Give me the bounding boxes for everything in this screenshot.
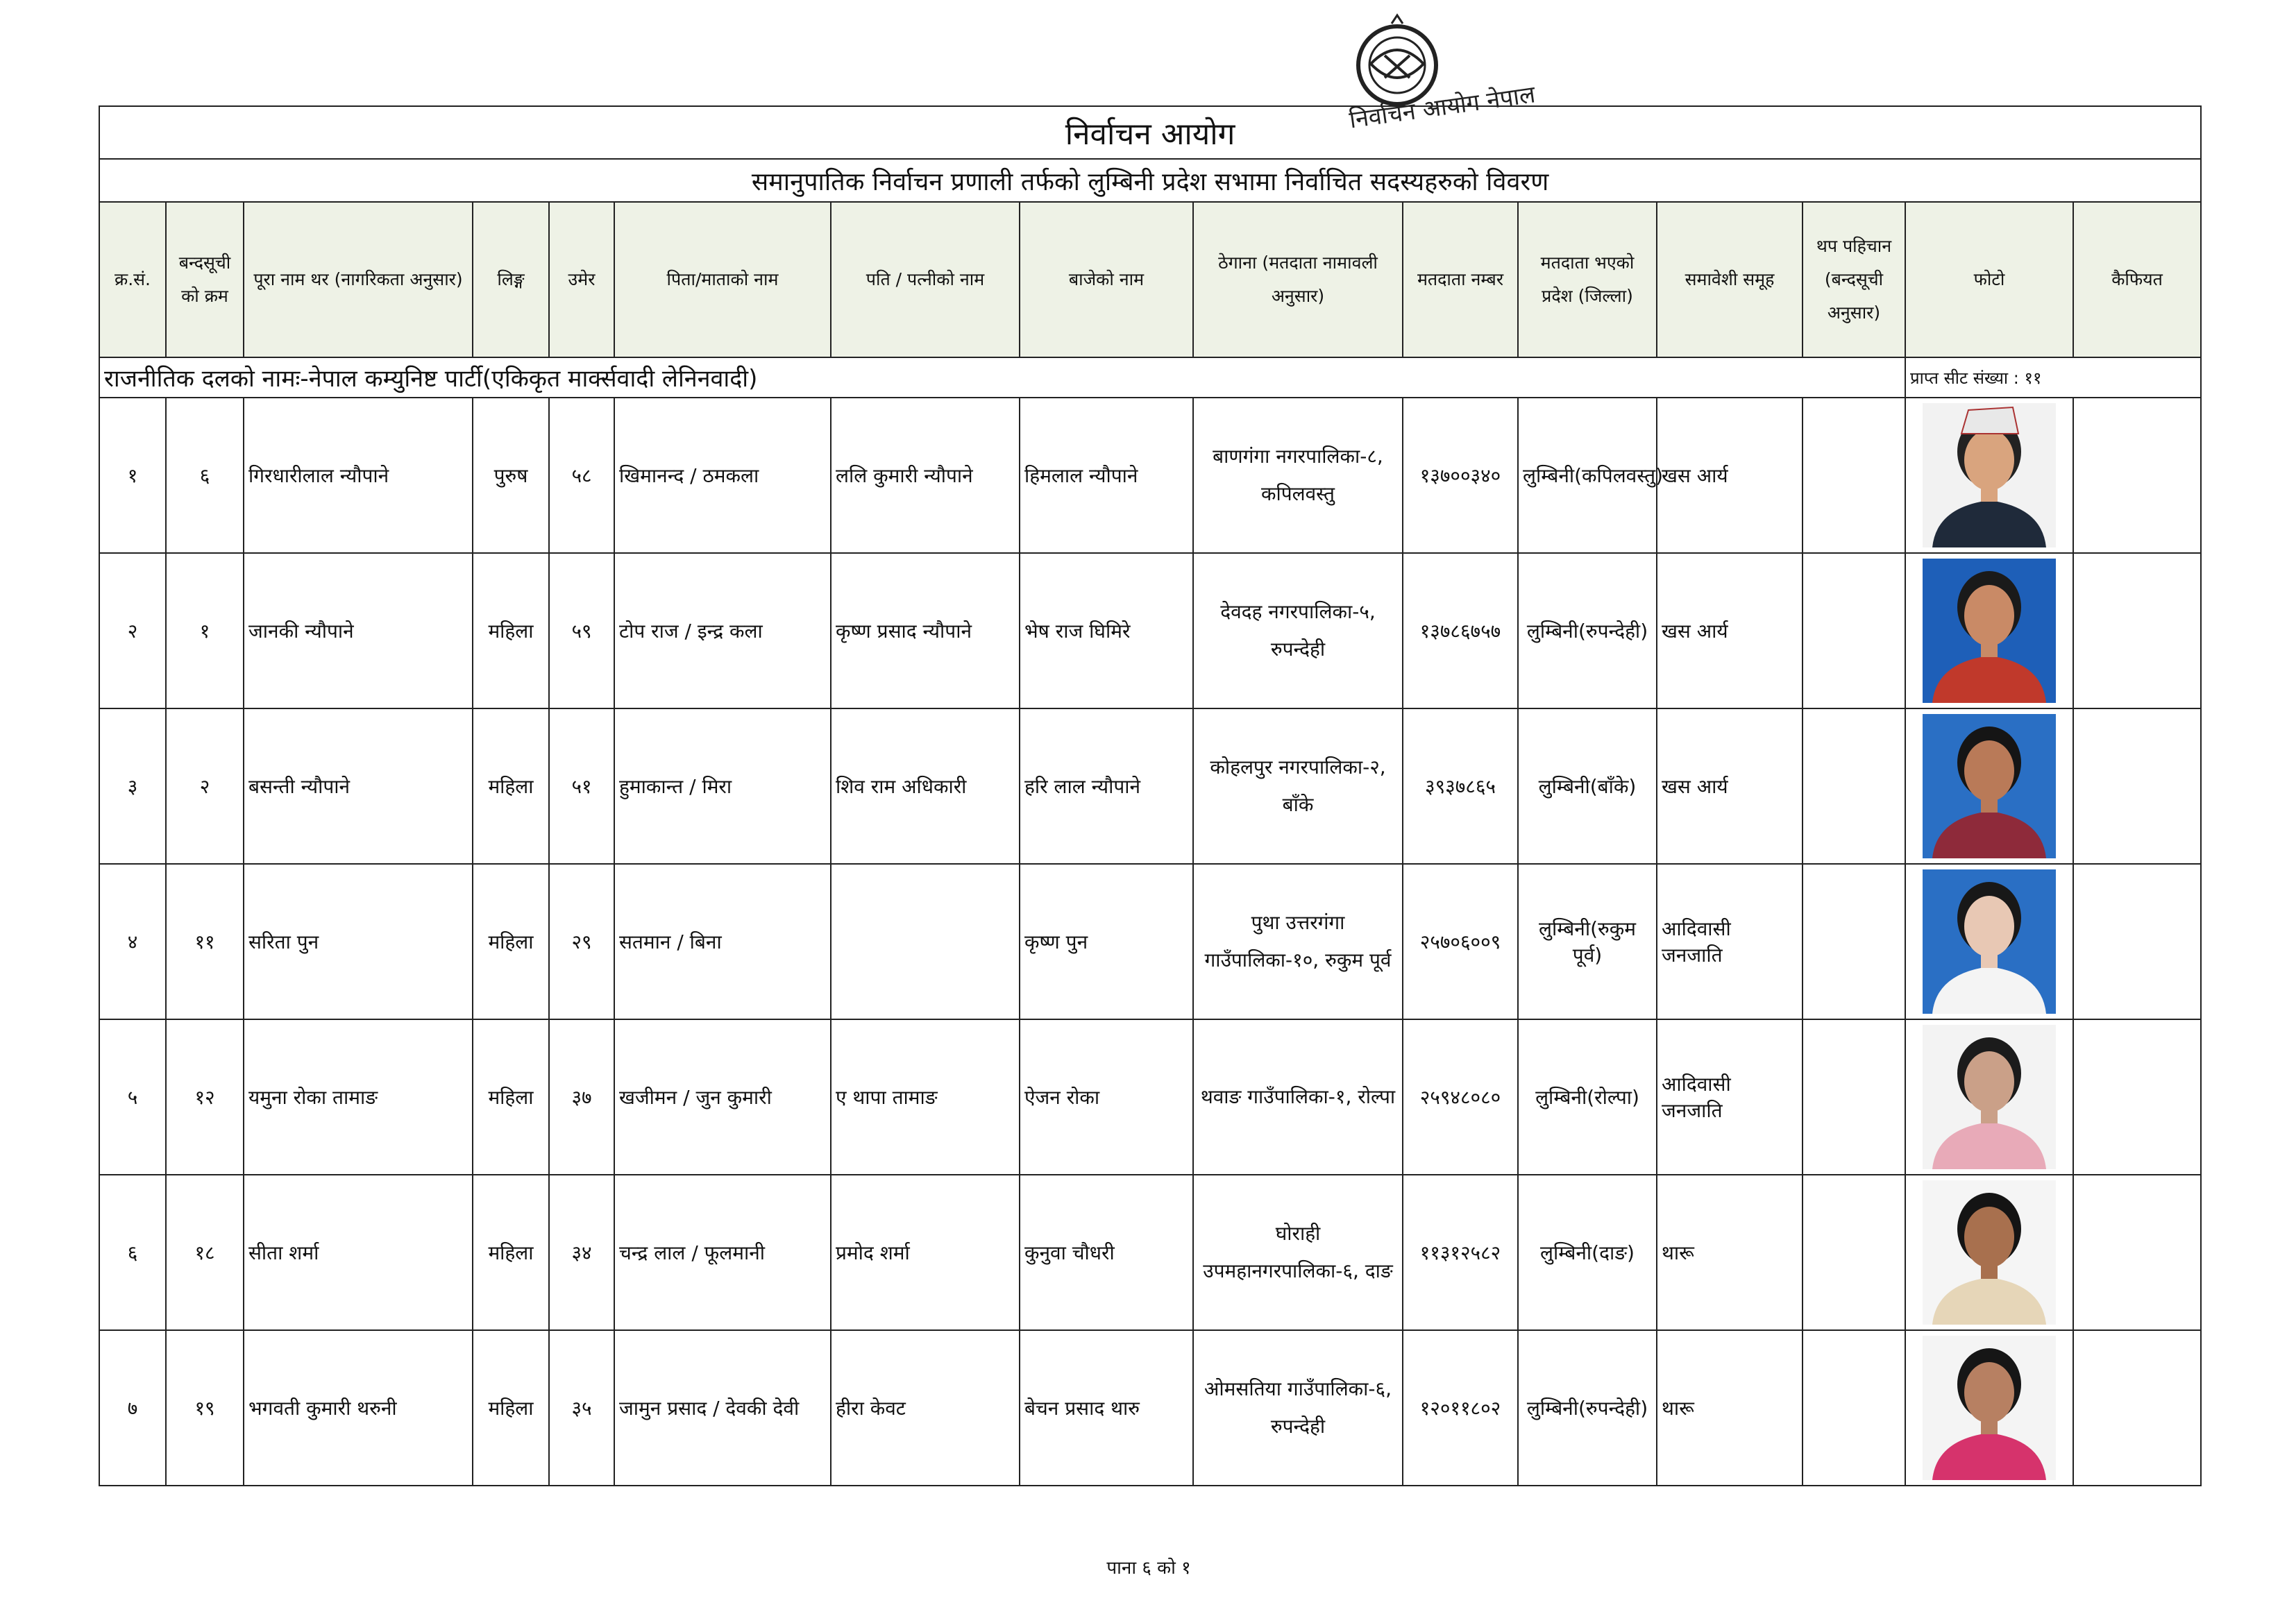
cell-spouse xyxy=(831,864,1020,1019)
photo-face xyxy=(1964,896,2014,957)
cell-age: ५१ xyxy=(549,708,614,864)
col-header-voter-no: मतदाता नम्बर xyxy=(1403,202,1518,357)
cell-spouse: शिव राम अधिकारी xyxy=(831,708,1020,864)
cell-extra xyxy=(1803,553,1905,708)
seats-won: प्राप्त सीट संख्या : ११ xyxy=(1905,357,2201,398)
cell-remarks xyxy=(2073,864,2201,1019)
cell-grandfather: कृष्ण पुन xyxy=(1020,864,1193,1019)
col-header-remarks: कैफियत xyxy=(2073,202,2201,357)
cell-gender: महिला xyxy=(473,708,549,864)
col-header-photo: फोटो xyxy=(1905,202,2073,357)
cell-age: ३७ xyxy=(549,1019,614,1175)
photo-hat xyxy=(1961,407,2018,434)
col-header-age: उमेर xyxy=(549,202,614,357)
cell-remarks xyxy=(2073,398,2201,553)
cell-list-no: ६ xyxy=(166,398,244,553)
cell-photo xyxy=(1905,1175,2073,1330)
col-header-full-name: पूरा नाम थर (नागरिकता अनुसार) xyxy=(244,202,473,357)
cell-group: थारू xyxy=(1657,1175,1803,1330)
col-header-list-no: बन्दसूची को क्रम xyxy=(166,202,244,357)
cell-sn: ४ xyxy=(99,864,166,1019)
cell-parents: चन्द्र लाल / फूलमानी xyxy=(614,1175,831,1330)
cell-extra xyxy=(1803,1175,1905,1330)
cell-gender: महिला xyxy=(473,1019,549,1175)
member-rows xyxy=(99,398,2201,1486)
cell-extra xyxy=(1803,864,1905,1019)
cell-spouse: प्रमोद शर्मा xyxy=(831,1175,1020,1330)
cell-photo xyxy=(1905,553,2073,708)
cell-voter-no: ३९३७८६५ xyxy=(1403,708,1518,864)
table-row xyxy=(99,1330,2201,1486)
table-row xyxy=(99,1175,2201,1330)
cell-gender: महिला xyxy=(473,553,549,708)
cell-grandfather: ऐजन रोका xyxy=(1020,1019,1193,1175)
page-subtitle: समानुपातिक निर्वाचन प्रणाली तर्फको लुम्बिनी प्रदेश सभामा निर्वाचित सदस्यहरुको विवरण xyxy=(99,159,2201,202)
cell-extra xyxy=(1803,1330,1905,1486)
cell-photo xyxy=(1905,1330,2073,1486)
cell-gender: महिला xyxy=(473,1175,549,1330)
col-header-parents: पिता/माताको नाम xyxy=(614,202,831,357)
cell-photo xyxy=(1905,1019,2073,1175)
cell-sn: ७ xyxy=(99,1330,166,1486)
cell-sn: ६ xyxy=(99,1175,166,1330)
page-number: पाना ६ को १ xyxy=(1106,1558,1191,1579)
cell-list-no: १८ xyxy=(166,1175,244,1330)
cell-address: देवदह नगरपालिका-५, रुपन्देही xyxy=(1193,553,1403,708)
cell-grandfather: कुनुवा चौधरी xyxy=(1020,1175,1193,1330)
cell-sn: १ xyxy=(99,398,166,553)
cell-address: कोहलपुर नगरपालिका-२, बाँके xyxy=(1193,708,1403,864)
cell-full-name: यमुना रोका तामाङ xyxy=(244,1019,473,1175)
cell-gender: महिला xyxy=(473,864,549,1019)
cell-parents: हुमाकान्त / मिरा xyxy=(614,708,831,864)
cell-age: २९ xyxy=(549,864,614,1019)
cell-province: लुम्बिनी(कपिलवस्तु) xyxy=(1518,398,1657,553)
cell-group: खस आर्य xyxy=(1657,553,1803,708)
photo-neck xyxy=(1981,1262,1998,1279)
photo-neck xyxy=(1981,640,1998,657)
cell-list-no: १९ xyxy=(166,1330,244,1486)
cell-address: बाणगंगा नगरपालिका-८, कपिलवस्तु xyxy=(1193,398,1403,553)
cell-province: लुम्बिनी(रुकुम पूर्व) xyxy=(1518,864,1657,1019)
cell-photo xyxy=(1905,708,2073,864)
table-row xyxy=(99,1019,2201,1175)
page-title: निर्वाचन आयोग xyxy=(99,106,2201,159)
cell-voter-no: ११३१२५८२ xyxy=(1403,1175,1518,1330)
elected-members-table xyxy=(99,105,2202,1486)
cell-spouse: हीरा केवट xyxy=(831,1330,1020,1486)
cell-group: आदिवासी जनजाति xyxy=(1657,864,1803,1019)
table-row xyxy=(99,708,2201,864)
cell-age: ५९ xyxy=(549,553,614,708)
cell-group: खस आर्य xyxy=(1657,708,1803,864)
photo-neck xyxy=(1981,796,1998,813)
cell-address: थवाङ गाउँपालिका-१, रोल्पा xyxy=(1193,1019,1403,1175)
cell-age: ३४ xyxy=(549,1175,614,1330)
member-photo xyxy=(1923,1180,2056,1325)
cell-parents: खिमानन्द / ठमकला xyxy=(614,398,831,553)
member-photo xyxy=(1923,1336,2056,1480)
cell-province: लुम्बिनी(दाङ) xyxy=(1518,1175,1657,1330)
col-header-address: ठेगाना (मतदाता नामावली अनुसार) xyxy=(1193,202,1403,357)
cell-parents: सतमान / बिना xyxy=(614,864,831,1019)
cell-voter-no: १३७००३४० xyxy=(1403,398,1518,553)
cell-province: लुम्बिनी(रोल्पा) xyxy=(1518,1019,1657,1175)
cell-list-no: ११ xyxy=(166,864,244,1019)
cell-remarks xyxy=(2073,553,2201,708)
cell-sn: २ xyxy=(99,553,166,708)
cell-age: ५८ xyxy=(549,398,614,553)
cell-gender: महिला xyxy=(473,1330,549,1486)
cell-photo xyxy=(1905,398,2073,553)
party-name: राजनीतिक दलको नामः-नेपाल कम्युनिष्ट पार्टी(एकिकृत मार्क्सवादी लेनिनवादी) xyxy=(99,357,1905,398)
cell-full-name: सीता शर्मा xyxy=(244,1175,473,1330)
cell-grandfather: हरि लाल न्यौपाने xyxy=(1020,708,1193,864)
member-photo xyxy=(1923,714,2056,858)
col-header-province: मतदाता भएको प्रदेश (जिल्ला) xyxy=(1518,202,1657,357)
cell-full-name: जानकी न्यौपाने xyxy=(244,553,473,708)
cell-voter-no: १३७८६७५७ xyxy=(1403,553,1518,708)
photo-neck xyxy=(1981,1107,1998,1123)
col-header-extra: थप पहिचान (बन्दसूची अनुसार) xyxy=(1803,202,1905,357)
cell-group: थारू xyxy=(1657,1330,1803,1486)
cell-full-name: भगवती कुमारी थरुनी xyxy=(244,1330,473,1486)
cell-spouse: ललि कुमारी न्यौपाने xyxy=(831,398,1020,553)
table-row xyxy=(99,553,2201,708)
cell-sn: ३ xyxy=(99,708,166,864)
cell-grandfather: भेष राज घिमिरे xyxy=(1020,553,1193,708)
party-row xyxy=(99,357,2201,398)
member-photo xyxy=(1923,403,2056,547)
col-header-group: समावेशी समूह xyxy=(1657,202,1803,357)
cell-remarks xyxy=(2073,1019,2201,1175)
cell-remarks xyxy=(2073,1330,2201,1486)
cell-remarks xyxy=(2073,1175,2201,1330)
cell-grandfather: बेचन प्रसाद थारु xyxy=(1020,1330,1193,1486)
cell-photo xyxy=(1905,864,2073,1019)
cell-address: ओमसतिया गाउँपालिका-६, रुपन्देही xyxy=(1193,1330,1403,1486)
cell-spouse: कृष्ण प्रसाद न्यौपाने xyxy=(831,553,1020,708)
table-row xyxy=(99,864,2201,1019)
cell-voter-no: २५७०६००९ xyxy=(1403,864,1518,1019)
photo-neck xyxy=(1981,1418,1998,1434)
cell-extra xyxy=(1803,1019,1905,1175)
photo-face xyxy=(1964,1207,2014,1268)
cell-province: लुम्बिनी(रुपन्देही) xyxy=(1518,553,1657,708)
member-photo xyxy=(1923,559,2056,703)
photo-face xyxy=(1964,430,2014,491)
cell-age: ३५ xyxy=(549,1330,614,1486)
cell-voter-no: १२०११८०२ xyxy=(1403,1330,1518,1486)
cell-group: खस आर्य xyxy=(1657,398,1803,553)
table-row xyxy=(99,398,2201,553)
photo-face xyxy=(1964,740,2014,801)
photo-neck xyxy=(1981,951,1998,968)
cell-list-no: १ xyxy=(166,553,244,708)
col-header-sn: क्र.सं. xyxy=(99,202,166,357)
photo-face xyxy=(1964,1362,2014,1423)
cell-sn: ५ xyxy=(99,1019,166,1175)
photo-face xyxy=(1964,585,2014,646)
photo-neck xyxy=(1981,485,1998,502)
member-photo xyxy=(1923,869,2056,1014)
cell-full-name: बसन्ती न्यौपाने xyxy=(244,708,473,864)
col-header-gender: लिङ्ग xyxy=(473,202,549,357)
cell-extra xyxy=(1803,398,1905,553)
seal-text: निर्वाचन आयोग नेपाल xyxy=(1347,80,1537,135)
cell-extra xyxy=(1803,708,1905,864)
cell-list-no: १२ xyxy=(166,1019,244,1175)
cell-province: लुम्बिनी(रुपन्देही) xyxy=(1518,1330,1657,1486)
cell-gender: पुरुष xyxy=(473,398,549,553)
cell-parents: खजीमन / जुन कुमारी xyxy=(614,1019,831,1175)
cell-grandfather: हिमलाल न्यौपाने xyxy=(1020,398,1193,553)
cell-address: पुथा उत्तरगंगा गाउँपालिका-१०, रुकुम पूर्व xyxy=(1193,864,1403,1019)
cell-group: आदिवासी जनजाति xyxy=(1657,1019,1803,1175)
member-photo xyxy=(1923,1025,2056,1169)
cell-parents: टोप राज / इन्द्र कला xyxy=(614,553,831,708)
cell-full-name: सरिता पुन xyxy=(244,864,473,1019)
cell-list-no: २ xyxy=(166,708,244,864)
cell-remarks xyxy=(2073,708,2201,864)
cell-parents: जामुन प्रसाद / देवकी देवी xyxy=(614,1330,831,1486)
cell-voter-no: २५९४८०८० xyxy=(1403,1019,1518,1175)
col-header-grandfather: बाजेको नाम xyxy=(1020,202,1193,357)
cell-full-name: गिरधारीलाल न्यौपाने xyxy=(244,398,473,553)
col-header-spouse: पति / पत्नीको नाम xyxy=(831,202,1020,357)
cell-spouse: ए थापा तामाङ xyxy=(831,1019,1020,1175)
cell-address: घोराही उपमहानगरपालिका-६, दाङ xyxy=(1193,1175,1403,1330)
table-header xyxy=(99,202,2201,357)
cell-province: लुम्बिनी(बाँके) xyxy=(1518,708,1657,864)
photo-face xyxy=(1964,1051,2014,1112)
